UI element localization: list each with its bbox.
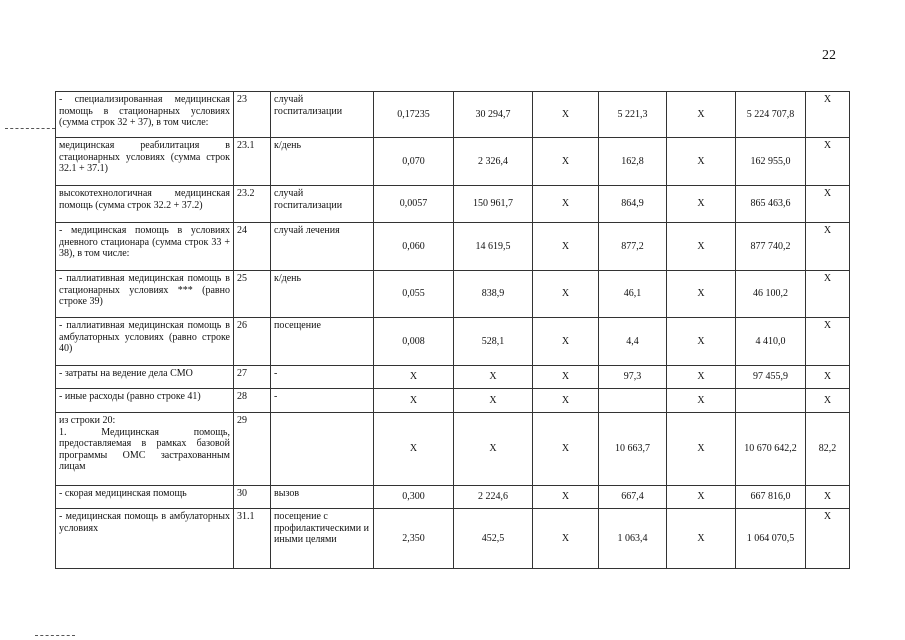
cell-c10: X xyxy=(806,318,850,366)
cell-c7: 5 221,3 xyxy=(599,92,667,138)
cell-code: 27 xyxy=(234,366,271,389)
cell-unit: посещение с профилактическими и иными целями xyxy=(271,509,374,569)
scan-artifact-line xyxy=(35,635,75,636)
cell-c10: X xyxy=(806,389,850,413)
cell-c4: X xyxy=(374,389,454,413)
cell-c6: X xyxy=(533,271,599,318)
cell-unit: - xyxy=(271,366,374,389)
cell-c7: 97,3 xyxy=(599,366,667,389)
cell-c9: 667 816,0 xyxy=(736,486,806,509)
cell-code: 26 xyxy=(234,318,271,366)
cell-c5: X xyxy=(454,413,533,486)
cell-c5: 2 224,6 xyxy=(454,486,533,509)
cell-unit: случай госпитализации xyxy=(271,92,374,138)
cell-c5: 452,5 xyxy=(454,509,533,569)
cell-c8: X xyxy=(667,486,736,509)
cell-c5: 2 326,4 xyxy=(454,138,533,186)
cell-c4: X xyxy=(374,413,454,486)
cell-code: 28 xyxy=(234,389,271,413)
cell-c4: X xyxy=(374,366,454,389)
cell-desc: - медицинская помощь в условиях дневного стационара (сумма строк 33 + 38), в том числе: xyxy=(56,223,234,271)
cell-unit: случай госпитализации xyxy=(271,186,374,223)
cell-c6: X xyxy=(533,318,599,366)
cell-desc: - паллиативная медицинская помощь в амбулаторных условиях (равно строке 40) xyxy=(56,318,234,366)
table-row xyxy=(56,413,850,486)
cell-c7: 162,8 xyxy=(599,138,667,186)
table-row xyxy=(56,223,850,271)
cell-desc: медицинская реабилитация в стационарных условиях (сумма строк 32.1 + 37.1) xyxy=(56,138,234,186)
cell-c9: 46 100,2 xyxy=(736,271,806,318)
cell-c10: X xyxy=(806,509,850,569)
cell-code: 30 xyxy=(234,486,271,509)
cell-code: 23.2 xyxy=(234,186,271,223)
cell-code: 29 xyxy=(234,413,271,486)
cell-c6: X xyxy=(533,92,599,138)
cell-c4: 0,17235 xyxy=(374,92,454,138)
cell-c6: X xyxy=(533,486,599,509)
cell-c4: 0,055 xyxy=(374,271,454,318)
cell-c9 xyxy=(736,389,806,413)
cell-desc: - иные расходы (равно строке 41) xyxy=(56,389,234,413)
table-row xyxy=(56,186,850,223)
cell-c7 xyxy=(599,389,667,413)
cell-code: 31.1 xyxy=(234,509,271,569)
cell-c4: 0,070 xyxy=(374,138,454,186)
cell-c4: 0,060 xyxy=(374,223,454,271)
cell-desc: - скорая медицинская помощь xyxy=(56,486,234,509)
cell-c8: X xyxy=(667,509,736,569)
cell-c9: 4 410,0 xyxy=(736,318,806,366)
cell-c8: X xyxy=(667,186,736,223)
cell-c8: X xyxy=(667,318,736,366)
cell-c8: X xyxy=(667,138,736,186)
data-table xyxy=(55,91,850,569)
cell-c4: 0,008 xyxy=(374,318,454,366)
table-row xyxy=(56,92,850,138)
cell-c9: 162 955,0 xyxy=(736,138,806,186)
cell-c8: X xyxy=(667,389,736,413)
cell-c7: 864,9 xyxy=(599,186,667,223)
cell-c6: X xyxy=(533,186,599,223)
cell-desc: высокотехнологичная медицинская помощь (сумма строк 32.2 + 37.2) xyxy=(56,186,234,223)
cell-desc: - паллиативная медицинская помощь в стационарных условиях *** (равно строке 39) xyxy=(56,271,234,318)
cell-c9: 865 463,6 xyxy=(736,186,806,223)
cell-c10: X xyxy=(806,92,850,138)
cell-c5: 30 294,7 xyxy=(454,92,533,138)
scan-artifact-line xyxy=(5,128,55,129)
cell-c10: 82,2 xyxy=(806,413,850,486)
cell-c9: 5 224 707,8 xyxy=(736,92,806,138)
cell-c6: X xyxy=(533,223,599,271)
cell-c6: X xyxy=(533,366,599,389)
cell-c8: X xyxy=(667,366,736,389)
cell-c10: X xyxy=(806,486,850,509)
cell-c9: 1 064 070,5 xyxy=(736,509,806,569)
table-row xyxy=(56,318,850,366)
cell-c9: 97 455,9 xyxy=(736,366,806,389)
cell-c10: X xyxy=(806,271,850,318)
table-row xyxy=(56,509,850,569)
cell-unit: - xyxy=(271,389,374,413)
cell-desc: - медицинская помощь в амбулаторных условиях xyxy=(56,509,234,569)
cell-code: 24 xyxy=(234,223,271,271)
cell-c5: 150 961,7 xyxy=(454,186,533,223)
cell-unit: к/день xyxy=(271,138,374,186)
cell-c5: 528,1 xyxy=(454,318,533,366)
cell-code: 25 xyxy=(234,271,271,318)
cell-c5: 838,9 xyxy=(454,271,533,318)
cell-c7: 46,1 xyxy=(599,271,667,318)
cell-unit: случай лечения xyxy=(271,223,374,271)
cell-c5: 14 619,5 xyxy=(454,223,533,271)
cell-unit: вызов xyxy=(271,486,374,509)
table-row xyxy=(56,366,850,389)
cell-unit: посещение xyxy=(271,318,374,366)
cell-c10: X xyxy=(806,186,850,223)
cell-c7: 4,4 xyxy=(599,318,667,366)
cell-c5: X xyxy=(454,389,533,413)
cell-c9: 877 740,2 xyxy=(736,223,806,271)
cell-c6: X xyxy=(533,389,599,413)
cell-code: 23.1 xyxy=(234,138,271,186)
table-row xyxy=(56,271,850,318)
table-row xyxy=(56,138,850,186)
cell-c8: X xyxy=(667,92,736,138)
cell-c7: 877,2 xyxy=(599,223,667,271)
cell-c10: X xyxy=(806,223,850,271)
cell-c6: X xyxy=(533,413,599,486)
cell-c4: 0,0057 xyxy=(374,186,454,223)
cell-c7: 10 663,7 xyxy=(599,413,667,486)
cell-c6: X xyxy=(533,138,599,186)
cell-c7: 667,4 xyxy=(599,486,667,509)
cell-unit: к/день xyxy=(271,271,374,318)
cell-desc: из строки 20: 1. Медицинская помощь, предоставляемая в рамках базовой программы ОМС застрахованным лицам xyxy=(56,413,234,486)
cell-c7: 1 063,4 xyxy=(599,509,667,569)
cell-c10: X xyxy=(806,138,850,186)
cell-c5: X xyxy=(454,366,533,389)
cell-c8: X xyxy=(667,271,736,318)
cell-c10: X xyxy=(806,366,850,389)
cell-c9: 10 670 642,2 xyxy=(736,413,806,486)
cell-c4: 2,350 xyxy=(374,509,454,569)
cell-desc: - специализированная медицинская помощь в стационарных условиях (сумма строк 32 + 37), в том числе: xyxy=(56,92,234,138)
cell-c8: X xyxy=(667,223,736,271)
table-row xyxy=(56,486,850,509)
cell-unit xyxy=(271,413,374,486)
cell-c4: 0,300 xyxy=(374,486,454,509)
page-number: 22 xyxy=(822,48,836,63)
cell-code: 23 xyxy=(234,92,271,138)
cell-c8: X xyxy=(667,413,736,486)
table-row xyxy=(56,389,850,413)
cell-c6: X xyxy=(533,509,599,569)
cell-desc: - затраты на ведение дела СМО xyxy=(56,366,234,389)
